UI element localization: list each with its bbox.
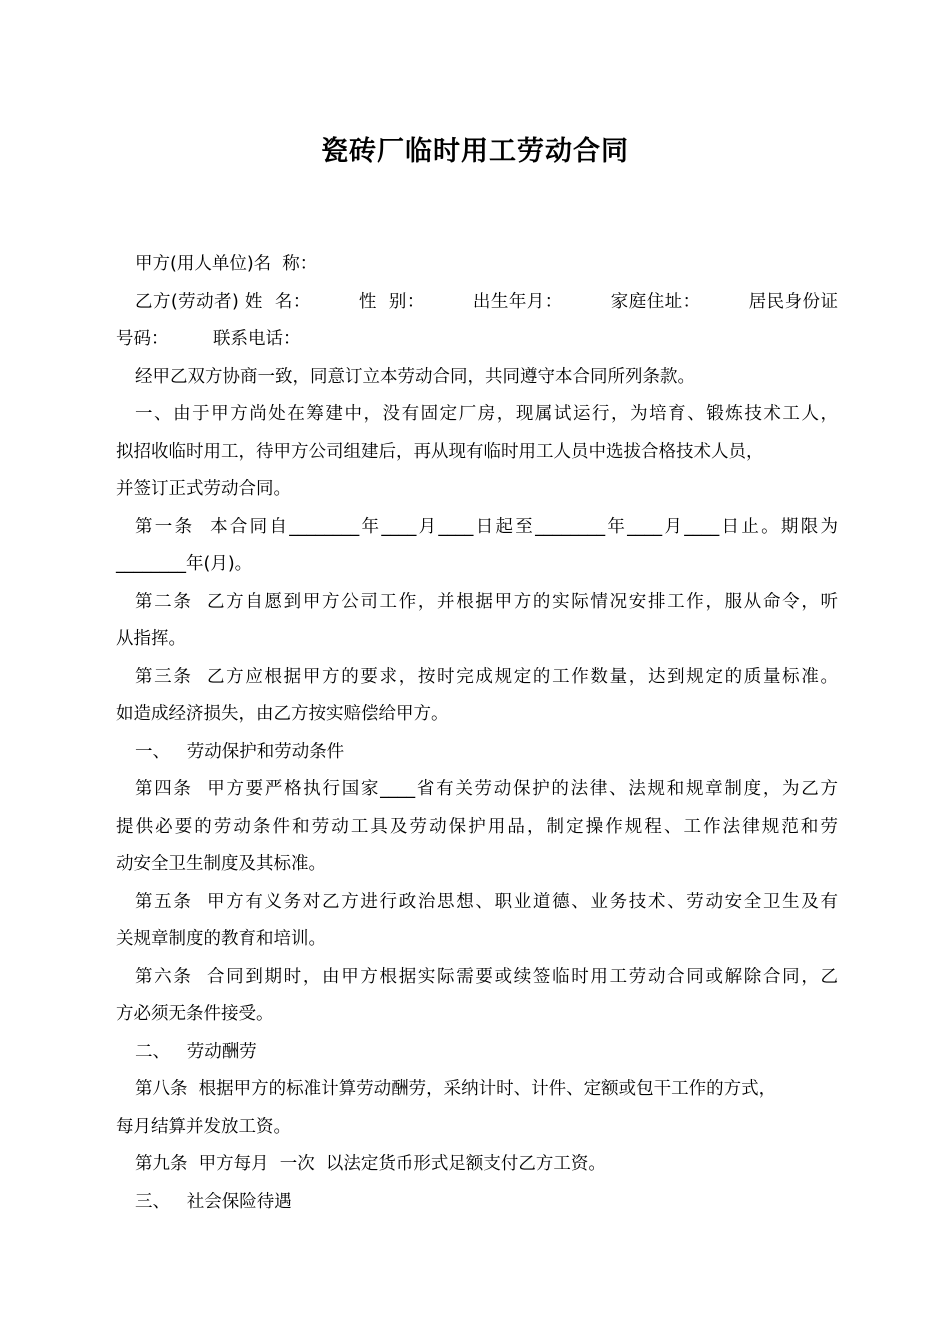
text-line: 并签订正式劳动合同。	[116, 479, 291, 499]
text-line: 甲方(用人单位)名 称：	[135, 254, 318, 274]
text-line: 第九条 甲方每月 一次 以法定货币形式足额支付乙方工资。	[135, 1154, 606, 1174]
contract-body	[116, 246, 838, 1221]
text-line: 每月结算并发放工资。	[116, 1116, 291, 1137]
text-line: 二、 劳动酬劳	[135, 1041, 257, 1062]
text-line: 三、 社会保险待遇	[135, 1191, 292, 1212]
text-line: 乙方(劳动者) 姓 名： 性 别： 出生年月： 家庭住址： 居民身份证	[135, 291, 838, 312]
text-line: 第一条 本合同自________年____月____日起至________年____月____日止。期限为	[135, 516, 838, 537]
text-line: 第八条 根据甲方的标准计算劳动酬劳，采纳计时、计件、定额或包干工作的方式，	[135, 1079, 777, 1099]
text-line: 一、 劳动保护和劳动条件	[135, 741, 345, 762]
text-line: 第六条 合同到期时，由甲方根据实际需要或续签临时用工劳动合同或解除合同，乙	[135, 966, 838, 987]
text-line: 第四条 甲方要严格执行国家____省有关劳动保护的法律、法规和规章制度，为乙方	[135, 779, 838, 799]
text-line: 如造成经济损失，由乙方按实赔偿给甲方。	[116, 704, 449, 724]
text-line: 第三条 乙方应根据甲方的要求，按时完成规定的工作数量，达到规定的质量标准。	[135, 666, 838, 687]
text-line: 从指挥。	[116, 629, 186, 649]
text-line: 拟招收临时用工，待甲方公司组建后，再从现有临时用工人员中选拔合格技术人员，	[116, 441, 764, 462]
text-line: 方必须无条件接受。	[116, 1004, 274, 1024]
text-line: 第五条 甲方有义务对乙方进行政治思想、职业道德、业务技术、劳动安全卫生及有	[135, 891, 838, 912]
text-line: 一、由于甲方尚处在筹建中，没有固定厂房，现属试运行，为培育、锻炼技术工人，	[135, 404, 838, 424]
text-line: 动安全卫生制度及其标准。	[116, 854, 326, 874]
document-title: 瓷砖厂临时用工劳动合同	[321, 136, 629, 167]
text-line: 号码： 联系电话：	[116, 329, 301, 349]
text-line: 第二条 乙方自愿到甲方公司工作，并根据甲方的实际情况安排工作，服从命令，听	[135, 591, 838, 612]
text-line: 经甲乙双方协商一致，同意订立本劳动合同，共同遵守本合同所列条款。	[135, 366, 695, 387]
text-line: 提供必要的劳动条件和劳动工具及劳动保护用品，制定操作规程、工作法律规范和劳	[116, 816, 838, 837]
text-line: 关规章制度的教育和培训。	[116, 929, 326, 949]
text-line: ________年(月)。	[116, 554, 253, 574]
